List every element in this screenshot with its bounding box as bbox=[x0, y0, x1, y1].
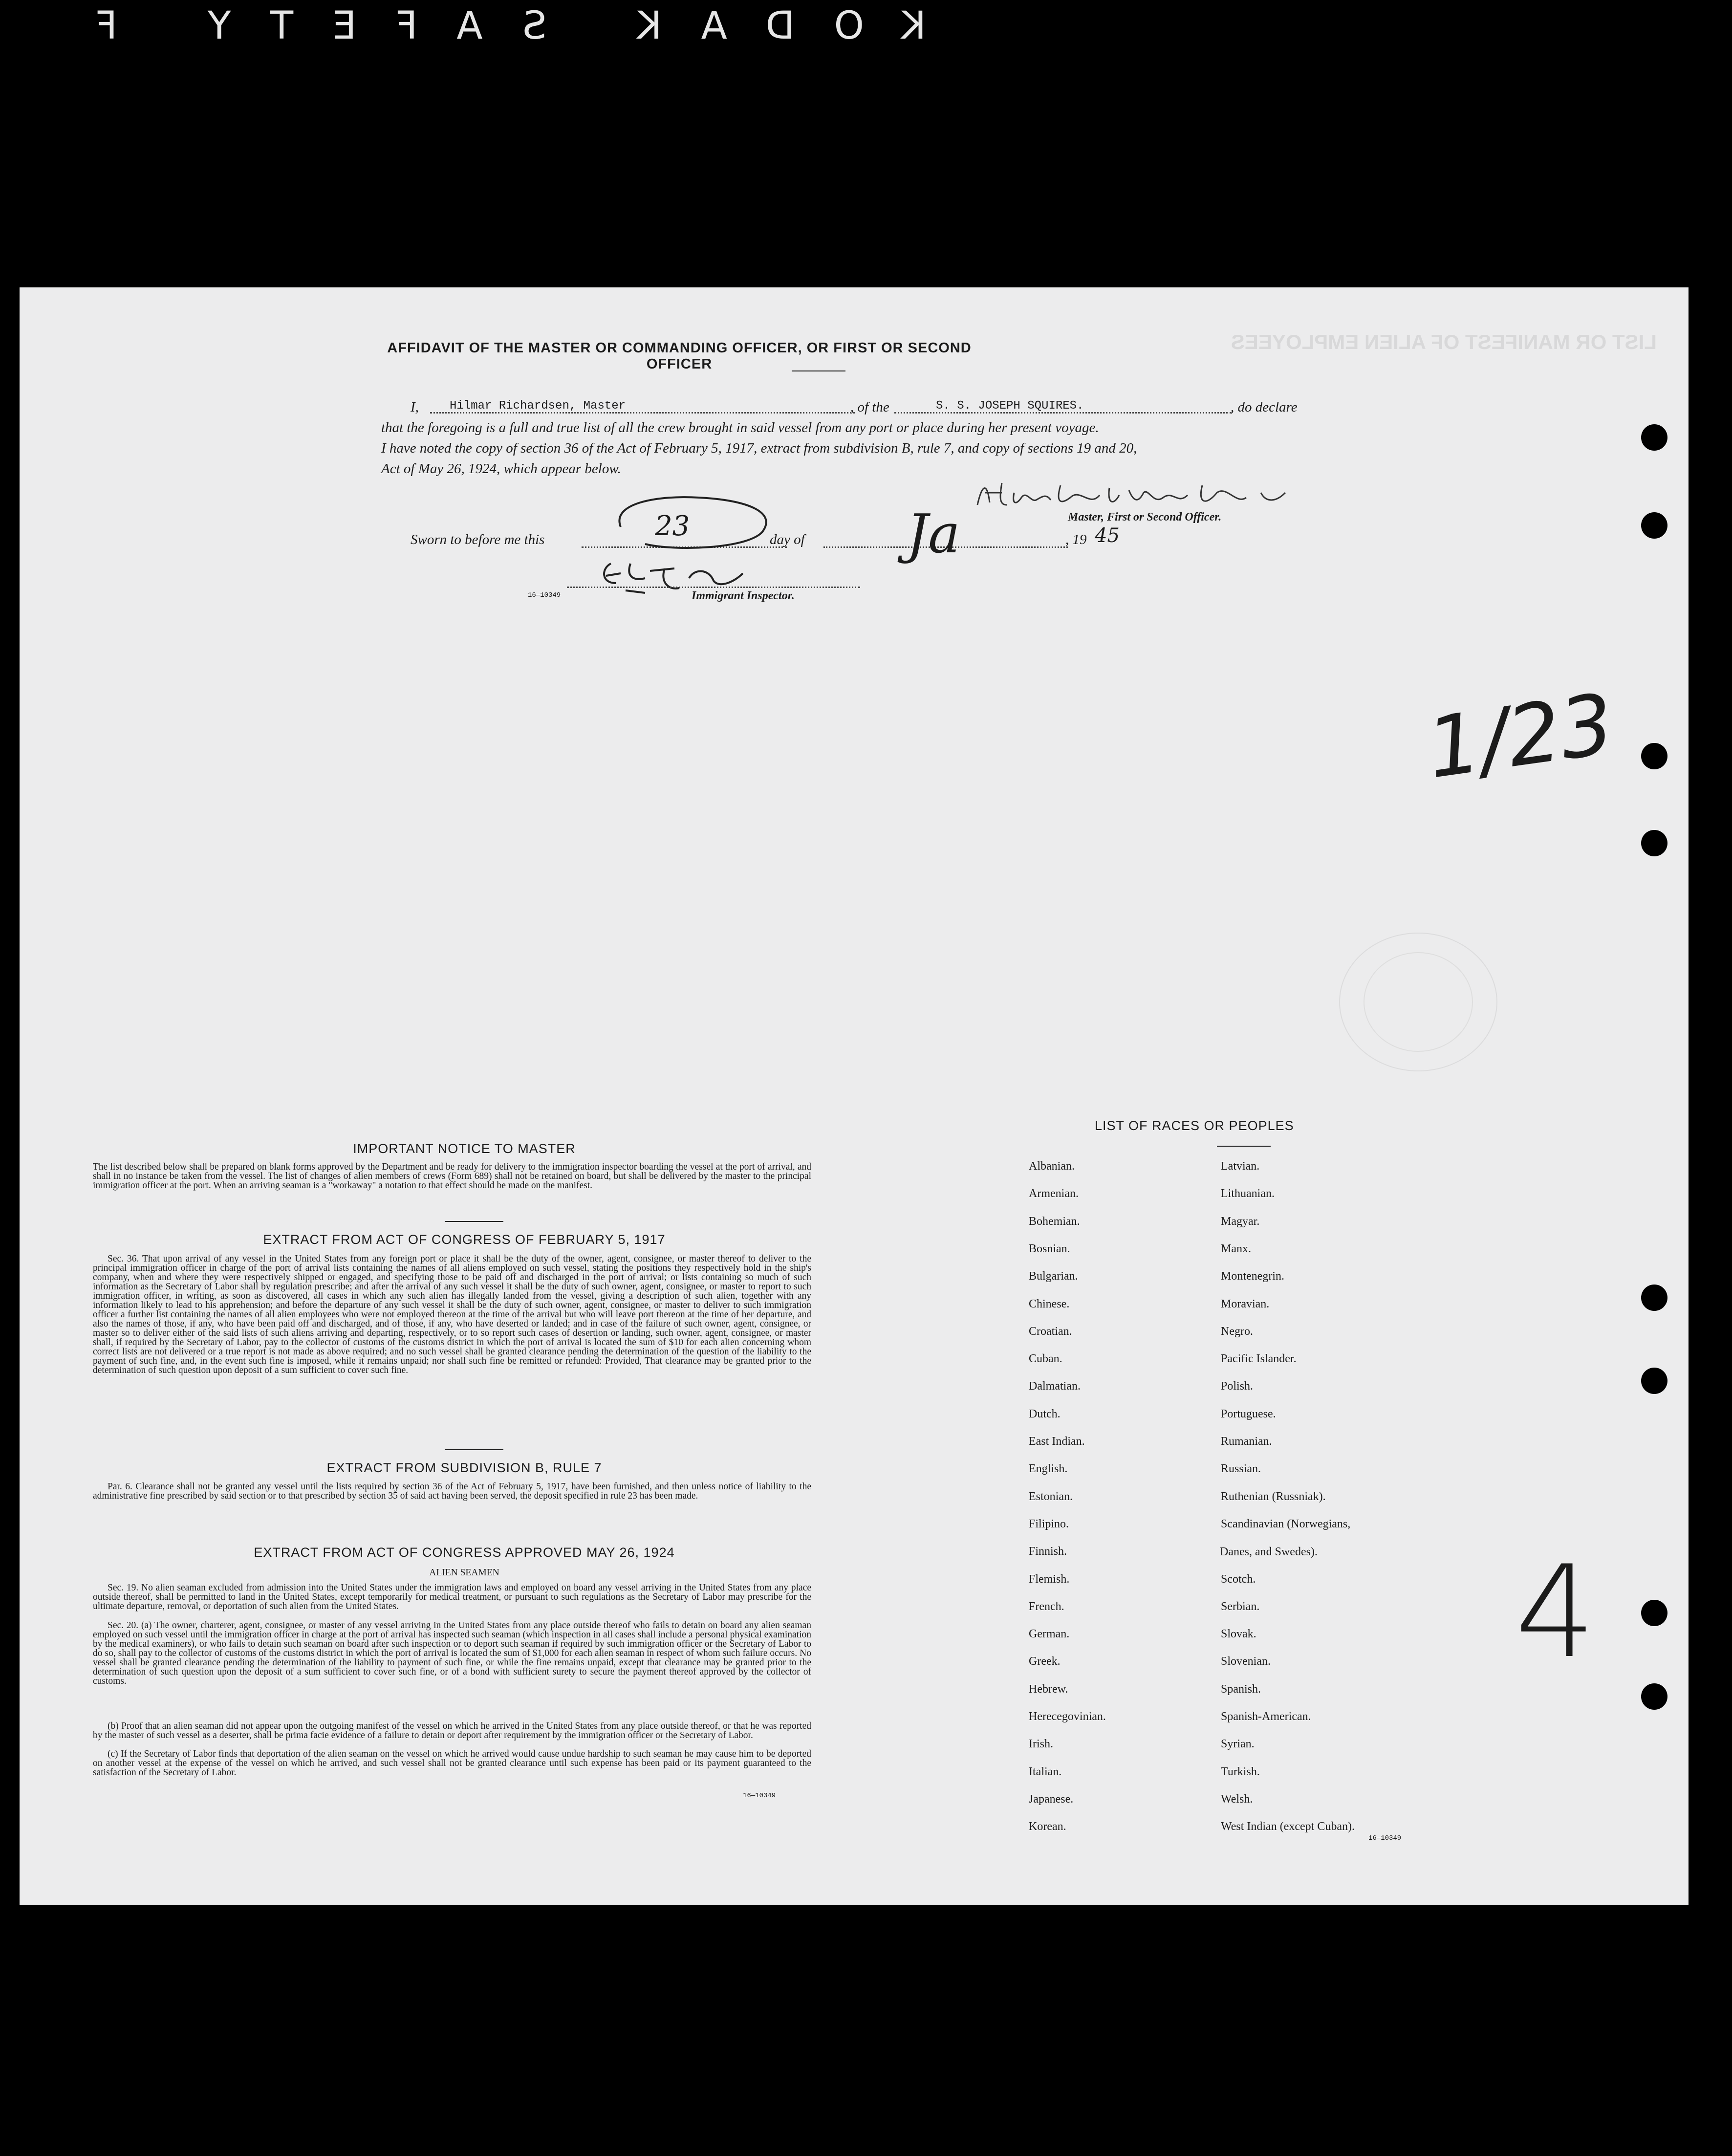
race-item: Turkish. bbox=[1221, 1765, 1260, 1778]
bleed-through-text: LIST OR MANIFEST OF ALIEN EMPLOYEES bbox=[1231, 330, 1657, 353]
race-item: Syrian. bbox=[1221, 1738, 1255, 1751]
punch-hole bbox=[1641, 1285, 1667, 1311]
master-signature bbox=[973, 478, 1305, 512]
race-item: German. bbox=[1029, 1628, 1070, 1641]
section-divider bbox=[445, 1221, 503, 1222]
punch-hole bbox=[1641, 512, 1667, 539]
do-declare-label: , do declare bbox=[1231, 399, 1298, 415]
signature-caption: Master, First or Second Officer. bbox=[1068, 511, 1222, 523]
race-item: Portuguese. bbox=[1221, 1407, 1276, 1420]
race-item: Scandinavian (Norwegians, bbox=[1221, 1517, 1351, 1530]
year-value: 45 bbox=[1095, 524, 1120, 547]
race-item: Chinese. bbox=[1029, 1297, 1070, 1310]
race-item: Finnish. bbox=[1029, 1545, 1067, 1558]
race-item: Serbian. bbox=[1221, 1600, 1260, 1613]
day-value: 23 bbox=[655, 510, 690, 542]
race-item: Flemish. bbox=[1029, 1572, 1070, 1586]
punch-hole bbox=[1641, 1683, 1667, 1710]
film-edge-marking: KODAK SAFETY F bbox=[56, 4, 926, 48]
race-item: Negro. bbox=[1221, 1325, 1253, 1338]
race-item: Korean. bbox=[1029, 1820, 1066, 1833]
race-item: East Indian. bbox=[1029, 1435, 1085, 1448]
punch-hole bbox=[1641, 743, 1667, 769]
affidavit-line: Act of May 26, 1924, which appear below. bbox=[381, 461, 621, 477]
notice-title: IMPORTANT NOTICE TO MASTER bbox=[353, 1141, 576, 1156]
punch-hole bbox=[1641, 424, 1667, 451]
race-item: Manx. bbox=[1221, 1242, 1251, 1255]
vessel-name-field: S. S. JOSEPH SQUIRES. bbox=[936, 399, 1084, 413]
punch-hole bbox=[1641, 1600, 1667, 1626]
handwritten-date-note: 1/23 bbox=[1421, 675, 1620, 798]
punch-hole bbox=[1641, 830, 1667, 856]
race-item: Welsh. bbox=[1221, 1792, 1253, 1806]
race-item: Dutch. bbox=[1029, 1407, 1061, 1420]
race-item: Moravian. bbox=[1221, 1297, 1270, 1310]
of-the-label: , of the bbox=[850, 399, 889, 415]
act-1924-title: EXTRACT FROM ACT OF CONGRESS APPROVED MAY 26, 1924 bbox=[254, 1545, 675, 1560]
race-item: Irish. bbox=[1029, 1738, 1053, 1751]
act-1924-subtitle: ALIEN SEAMEN bbox=[429, 1568, 499, 1578]
race-item: Pacific Islander. bbox=[1221, 1352, 1297, 1366]
race-item: Ruthenian (Russniak). bbox=[1221, 1490, 1326, 1503]
race-item-continuation: Danes, and Swedes). bbox=[1220, 1546, 1318, 1558]
handwritten-page-mark: 4 bbox=[1515, 1539, 1596, 1686]
act-1924-sec-19: Sec. 19. No alien seaman excluded from admission into the United States under the immigration laws and employed on board any vessel arriving in the United States from any place outside thereof, shall be permitted to land in the United States, except temporarily for medical treatment, or pursuant to such regulations as the Secretary of Labor may prescribe for the ultimate departure, removal, or deportation of such alien from the United States. bbox=[93, 1583, 811, 1612]
race-item: Slovenian. bbox=[1221, 1655, 1271, 1668]
affidavit-line: that the foregoing is a full and true list of all the crew brought in said vessel from any port or place during her present voyage. bbox=[381, 420, 1099, 436]
race-item: West Indian (except Cuban). bbox=[1221, 1820, 1355, 1833]
race-item: Bulgarian. bbox=[1029, 1270, 1078, 1283]
punch-hole bbox=[1641, 1368, 1667, 1394]
act-1924-sec-20b: (b) Proof that an alien seaman did not appear upon the outgoing manifest of the vessel on which he arrived in the United States from any place outside thereof, or that he was reported by the master of such vessel as a deserter, shall be prima facie evidence of a failure to detain or deport after requirement by the immigration officer or the Secretary of Labor. bbox=[93, 1721, 811, 1741]
race-item: Filipino. bbox=[1029, 1517, 1069, 1530]
race-item: Latvian. bbox=[1221, 1160, 1260, 1173]
title-divider bbox=[792, 370, 845, 371]
race-item: Croatian. bbox=[1029, 1325, 1072, 1338]
race-item: Bosnian. bbox=[1029, 1242, 1070, 1255]
form-number: 16—10349 bbox=[1368, 1834, 1402, 1842]
day-of-label: day of bbox=[770, 532, 805, 547]
document-sheet bbox=[20, 287, 1689, 1905]
race-item: Slovak. bbox=[1221, 1628, 1256, 1641]
races-divider bbox=[1217, 1146, 1271, 1147]
race-item: Spanish-American. bbox=[1221, 1710, 1311, 1723]
race-item: Montenegrin. bbox=[1221, 1270, 1284, 1283]
race-item: Rumanian. bbox=[1221, 1435, 1272, 1448]
inspector-caption: Immigrant Inspector. bbox=[692, 589, 795, 602]
race-item: Bohemian. bbox=[1029, 1215, 1080, 1228]
race-item: Spanish. bbox=[1221, 1682, 1261, 1696]
race-item: Hebrew. bbox=[1029, 1682, 1068, 1696]
sworn-label: Sworn to before me this bbox=[411, 532, 545, 547]
act-1917-title: EXTRACT FROM ACT OF CONGRESS OF FEBRUARY 5, 1917 bbox=[263, 1232, 666, 1247]
month-value: Ja bbox=[907, 502, 960, 565]
race-item: Russian. bbox=[1221, 1462, 1261, 1476]
act-1917-body: Sec. 36. That upon arrival of any vessel in the United States from any foreign port or place it shall be the duty of the owner, agent, consignee, or master thereof to deliver to the principal immigration officer in charge of the port of arrival lists containing the names of all aliens employed on such vessel, stating the positions they respectively hold in the ship's company, when and where they were respectively shipped or engaged, and specifying those to be paid off and discharged in the port of arrival; or lists containing so much of such information as the Secretary of Labor shall by regulation prescribe; and after the arrival of any such vessel it shall be the duty of such owner, agent, consignee, or master to report to such immigration officer, in writing, as soon as discovered, all cases in which any such alien has illegally landed from the vessel, giving a description of such alien, together with any information likely to lead to his apprehension; and before the departure of any such vessel it shall be the duty of such owner, agent, consignee, or master to deliver to such immigration officer a further list containing the names of all alien employees who were not employed thereon at the time of the arrival but who will leave port thereon at the time of her departure, and also the names of those, if any, who have been paid off and discharged, and of those, if any, who have deserted or landed; and in case of the failure of such owner, agent, consignee, or master so to deliver either of the said lists of such aliens arriving and departing, respectively, or to so report such cases of desertion or landing, such owner, agent, consignee, or master shall, if required by the Secretary of Labor, pay to the collector of customs of the customs district in which the port of arrival is located the sum of $10 for each alien concerning whom correct lists are not delivered or a true report is not made as above required; and no such vessel shall be granted clearance pending the determination of the question of the liability to the payment of such fine, and, in the event such fine is imposed, while it remains unpaid; nor shall such fine be remitted or refunded: Provided, That clearance may be granted prior to the determination of such question upon deposit of a sum sufficient to cover such fine. bbox=[93, 1254, 811, 1375]
race-item: Lithuanian. bbox=[1221, 1187, 1275, 1200]
rule-7-title: EXTRACT FROM SUBDIVISION B, RULE 7 bbox=[326, 1460, 602, 1475]
notice-body: The list described below shall be prepared on blank forms approved by the Department and be ready for delivery to the immigration inspector boarding the vessel at the port of arrival, and shall in no instance be taken from the vessel. The list of changes of alien members of crews (Form 689) shall not be retained on board, but shall be delivered by the master to the principal immigration officer at the port. When an arriving seaman is a "workaway" a notation to that effect should be made on the manifest. bbox=[93, 1162, 811, 1191]
race-item: Dalmatian. bbox=[1029, 1380, 1081, 1393]
rule-7-body: Par. 6. Clearance shall not be granted any vessel until the lists required by section 36 of the Act of February 5, 1917, have been furnished, and then unless notice of liability to the administrative fine prescribed by said section or to that prescribed by section 35 of said act having been served, the deposit specified in rule 23 has been made. bbox=[93, 1481, 811, 1501]
form-number: 16—10349 bbox=[528, 591, 561, 599]
race-item: Cuban. bbox=[1029, 1352, 1062, 1366]
race-item: French. bbox=[1029, 1600, 1064, 1613]
declare-label: I, bbox=[411, 399, 419, 415]
race-item: Albanian. bbox=[1029, 1160, 1075, 1173]
race-item: English. bbox=[1029, 1462, 1068, 1476]
form-number: 16—10349 bbox=[743, 1792, 776, 1800]
embossed-seal-inner bbox=[1364, 952, 1473, 1052]
act-1924-sec-20c: (c) If the Secretary of Labor finds that deportation of the alien seaman on the vessel on which he arrived would cause undue hardship to such seaman he may cause him to be deported on another vessel at the expense of the vessel on which he arrived, and such vessel shall not be granted clearance until such expense has been paid or its payment guaranteed to the satisfaction of the Secretary of Labor. bbox=[93, 1749, 811, 1778]
race-item: Polish. bbox=[1221, 1380, 1254, 1393]
race-item: Estonian. bbox=[1029, 1490, 1073, 1503]
race-item: Greek. bbox=[1029, 1655, 1061, 1668]
race-item: Japanese. bbox=[1029, 1792, 1074, 1806]
races-title: LIST OF RACES OR PEOPLES bbox=[1095, 1118, 1294, 1133]
race-item: Armenian. bbox=[1029, 1187, 1079, 1200]
affidavit-line: I have noted the copy of section 36 of the Act of February 5, 1917, extract from subdivision B, rule 7, and copy of sections 19 and 20, bbox=[381, 440, 1137, 456]
race-item: Magyar. bbox=[1221, 1215, 1260, 1228]
race-item: Italian. bbox=[1029, 1765, 1062, 1778]
master-name-field: Hilmar Richardsen, Master bbox=[450, 399, 626, 413]
affidavit-title: AFFIDAVIT OF THE MASTER OR COMMANDING OFFICER, OR FIRST OR SECOND OFFICER bbox=[387, 340, 972, 372]
section-divider bbox=[445, 1449, 503, 1450]
race-item: Scotch. bbox=[1221, 1572, 1256, 1586]
year-prefix: , 19 bbox=[1065, 532, 1087, 547]
act-1924-sec-20a: Sec. 20. (a) The owner, charterer, agent, consignee, or master of any vessel arriving in the United States from any place outside thereof who fails to detain on board any alien seaman employed on such vessel until the immigration officer in charge at the port of arrival has inspected such seaman (which inspection in all cases shall include a personal physical examination by the medical examiners), or who fails to detain such seaman on board after such inspection or to deport such seaman if required by such immigration officer or the Secretary of Labor to do so, shall pay to the collector of customs of the customs district in which the port of arrival is located the sum of $1,000 for each alien seaman in respect of whom such failure occurs. No vessel shall be granted clearance pending the determination of the liability to payment of such fine, or while the fine remains unpaid, except that clearance may be granted prior to the determination of such question upon the deposit of a sum sufficient to cover such fine, or of a bond with sufficient surety to secure the payment thereof approved by the collector of customs. bbox=[93, 1620, 811, 1686]
race-item: Herecegovinian. bbox=[1029, 1710, 1106, 1723]
